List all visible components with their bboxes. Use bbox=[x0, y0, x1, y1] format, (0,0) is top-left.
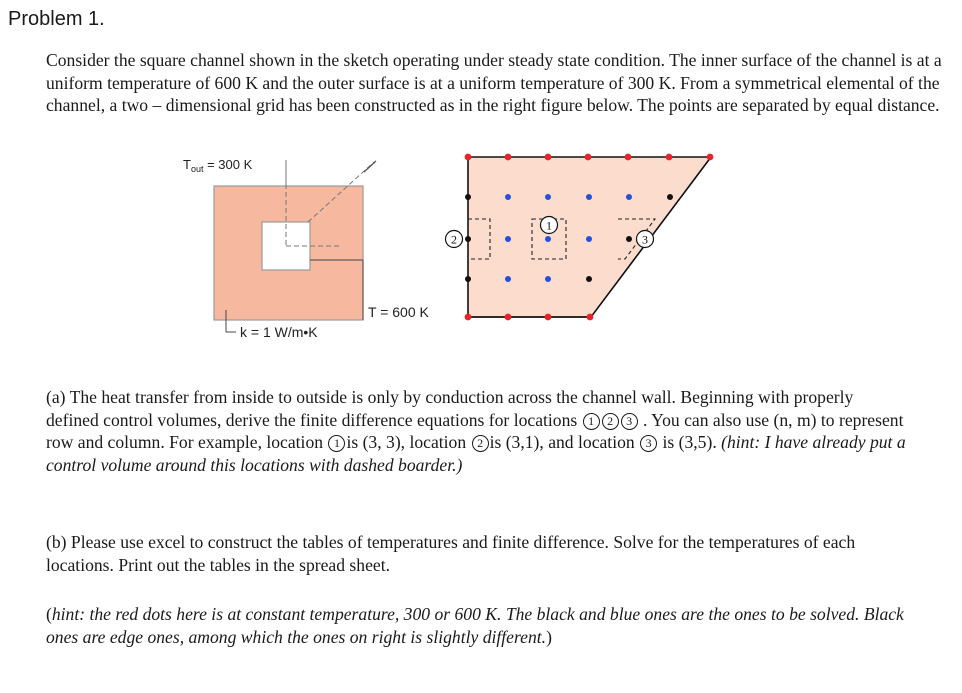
location-marker-1 bbox=[541, 217, 558, 234]
fixed-point bbox=[545, 154, 552, 161]
interior-point bbox=[545, 194, 551, 200]
fixed-point bbox=[465, 314, 472, 321]
circle-loc2: 2 bbox=[472, 435, 489, 452]
grid-figure bbox=[446, 154, 714, 321]
outer-temperature-label: $T_{out} = 300$ K bbox=[183, 157, 253, 174]
fixed-point bbox=[545, 314, 552, 321]
interior-point bbox=[586, 236, 592, 242]
diagonal-tick bbox=[364, 161, 376, 172]
inner-temperature-label: T = 600 K bbox=[368, 304, 429, 320]
svg-text:3: 3 bbox=[642, 232, 648, 247]
interior-point bbox=[545, 276, 551, 282]
problem-title: Problem 1. bbox=[8, 8, 105, 30]
part-a-hint: (hint: I have already put a control volume around this locations with dashed boarder.) bbox=[46, 432, 906, 475]
interior-point bbox=[505, 194, 511, 200]
circle-3: 3 bbox=[621, 413, 638, 430]
final-hint: (hint: the red dots here is at constant temperature, 300 or 600 K. The black and blue ones are the ones to be solved. Black ones are edge ones, among which the ones on right is slightly different.) bbox=[46, 604, 904, 647]
interior-point bbox=[505, 276, 511, 282]
fixed-point bbox=[587, 314, 594, 321]
circle-loc1: 1 bbox=[328, 435, 345, 452]
interior-point bbox=[586, 194, 592, 200]
part-b: (b) Please use excel to construct the tables of temperatures and finite difference. Solve for the temperatures of each locations. Print out the tables in the spread sheet. bbox=[46, 532, 856, 575]
svg-text:1: 1 bbox=[546, 218, 552, 233]
svg-text:2: 2 bbox=[451, 232, 457, 247]
edge-point bbox=[667, 194, 673, 200]
fixed-point bbox=[707, 154, 714, 161]
part-a: (a) The heat transfer from inside to outside is only by conduction across the channel wall. Beginning with properly defined control volumes, derive the finite difference equations for locations 1 2 3 . You can also use (n, m) to represent row and column. For example, location 1 is (3, 3), location 2 is (3,1), and location 3 is (3,5). (hint: I have already put a control volume around this locations with dashed boarder.) bbox=[46, 387, 906, 475]
circle-loc3: 3 bbox=[640, 435, 657, 452]
conductivity-label: k = 1 W/m•K bbox=[240, 324, 318, 340]
fixed-point bbox=[505, 314, 512, 321]
interior-point bbox=[505, 236, 511, 242]
edge-point bbox=[586, 276, 592, 282]
circle-2: 2 bbox=[602, 413, 619, 430]
fixed-point bbox=[666, 154, 673, 161]
edge-point bbox=[626, 236, 632, 242]
interior-point bbox=[626, 194, 632, 200]
location-marker-2 bbox=[446, 231, 463, 248]
fixed-point bbox=[625, 154, 632, 161]
edge-point bbox=[465, 194, 471, 200]
channel-sketch bbox=[183, 157, 430, 340]
interior-point bbox=[545, 236, 551, 242]
location-marker-3 bbox=[637, 231, 654, 248]
fixed-point bbox=[465, 154, 472, 161]
edge-point bbox=[465, 236, 471, 242]
circle-1: 1 bbox=[583, 413, 600, 430]
problem-intro: Consider the square channel shown in the sketch operating under steady state condition. The inner surface of the channel is at a uniform temperature of 600 K and the outer surface is at a uniform temperature of 300 K. From a symmetrical elemental of the channel, a two – dimensional grid has been constructed as in the right figure below. The points are separated by equal distance. bbox=[46, 50, 942, 116]
edge-point bbox=[465, 276, 471, 282]
fixed-point bbox=[505, 154, 512, 161]
fixed-point bbox=[585, 154, 592, 161]
